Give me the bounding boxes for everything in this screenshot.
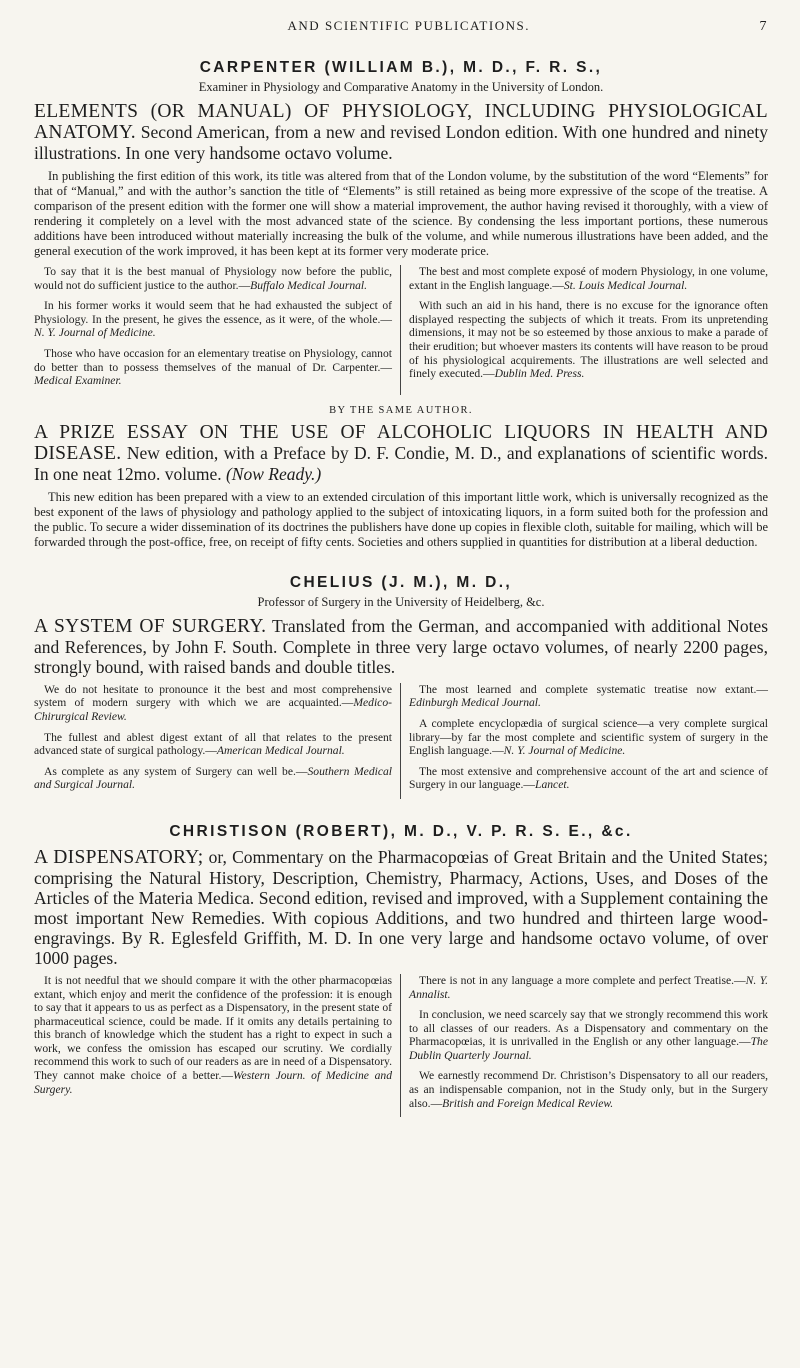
review-source: Edinburgh Medical Journal. — [409, 696, 541, 710]
review-quote — [34, 765, 392, 792]
book-title-main: ELEMENTS (OR MANUAL) OF PHYSIOLOGY, INCLUDING PHYSIOLOGICAL ANATOMY. — [34, 101, 768, 143]
book-title-details: or, Commentary on the Pharmacopœias of Great Britain and the United States; comprising the Natural History, Description, Chemistry, Pharmacy, Actions, Uses, and Doses of the Articles of the Materia Medica. Second edition, revised and improved, with a Supplement containing the most important New Remedies. With copious Additions, and two hundred and thirteen large wood-engravings. By R. Eglesfeld Griffith, M. D. In one very large and handsome octavo volume, of over 1000 pages. — [34, 846, 768, 968]
reviews-left-column — [34, 974, 401, 1117]
reviews-left-column — [34, 265, 401, 395]
review-source: Buffalo Medical Journal. — [250, 278, 368, 292]
review-text: We earnestly recommend Dr. Christison’s Dispensatory to all our readers, as an indispensable companion, not in the Study only, but in the Surgery also.— — [409, 1069, 768, 1110]
running-title: AND SCIENTIFIC PUBLICATIONS. — [287, 18, 530, 33]
book-description: In publishing the first edition of this work, its title was altered from that of the London volume, by the substitution of the word “Elements” for that of “Manual,” and with the author’s sanction the title of “Elements” is still retained as being more expressive of the scope of the treatise. A comparison of the present edition with the former one will show a material improvement, the author having revised it thoroughly, with a view of rendering it completely on a level with the most advanced state of the science. By condensing the less important portions, these numerous additions have been introduced without materially increasing the bulk of the volume, and while numerous illustrations have been added, and the general execution of the work improved, it has been kept at its former very moderate price. — [34, 169, 768, 258]
reviews-right-column — [401, 265, 768, 395]
review-quote — [409, 683, 768, 710]
review-quote — [409, 974, 768, 1001]
review-quote — [409, 299, 768, 381]
book-title — [34, 422, 768, 484]
review-quote — [34, 731, 392, 758]
review-source: N. Y. Journal of Medicine. — [503, 744, 626, 758]
review-quote — [34, 974, 392, 1096]
page-number: 7 — [759, 19, 768, 34]
review-quote — [34, 683, 392, 724]
reviews — [34, 683, 768, 799]
entry-chelius — [34, 574, 768, 799]
review-text: In his former works it would seem that he had exhausted the subject of Physiology. In the present, he gives the essence, as it were, of the whole.— — [34, 299, 392, 326]
book-title-main: A PRIZE ESSAY ON THE USE OF ALCOHOLIC LIQUORS IN HEALTH AND DISEASE. — [34, 421, 768, 464]
book-title-details: Translated from the German, and accompanied with additional Notes and References, by John F. South. Complete in three very large octavo volumes, of nearly 2200 pages, strongly bound, with raised bands and double titles. — [34, 615, 769, 677]
reviews-right-column — [401, 974, 768, 1117]
book-title — [34, 847, 768, 968]
review-quote — [34, 299, 392, 340]
reviews-right-column — [401, 683, 768, 799]
author-heading: CHRISTISON (ROBERT), M. D., V. P. R. S. E., &c. — [169, 822, 633, 840]
review-source: Southern Medical and Surgical Journal. — [34, 764, 393, 792]
review-source: St. Louis Medical Journal. — [563, 278, 688, 292]
author-affiliation: Professor of Surgery in the University of Heidelberg, &c. — [257, 594, 545, 609]
author-affiliation: Examiner in Physiology and Comparative Anatomy in the University of London. — [198, 80, 604, 94]
reviews-left-column — [34, 683, 401, 799]
availability-note: (Now Ready.) — [225, 463, 322, 484]
book-title — [34, 101, 768, 163]
review-text: To say that it is the best manual of Physiology now before the public, would not do sufficient justice to the author.— — [34, 265, 392, 292]
review-text: A complete encyclopædia of surgical science—a very complete surgical library—by far the most complete and scientific system of surgery in the English language.— — [409, 716, 768, 758]
reviews — [34, 265, 768, 395]
review-text: The most learned and complete systematic treatise now extant.— — [419, 682, 768, 696]
review-quote — [34, 347, 392, 388]
review-quote — [409, 1008, 768, 1062]
author-heading: CHELIUS (J. M.), M. D., — [289, 573, 513, 591]
review-text: There is not in any language a more complete and perfect Treatise.— — [419, 973, 746, 987]
review-text: The best and most complete exposé of modern Physiology, in one volume, extant in the English language.— — [409, 265, 768, 292]
review-text: As complete as any system of Surgery can well be.— — [44, 764, 308, 778]
review-source: Lancet. — [535, 778, 570, 792]
book-title-details: New edition, with a Preface by D. F. Condie, M. D., and explanations of scientific words. In one neat 12mo. volume. — [34, 442, 768, 484]
review-source: Medical Examiner. — [34, 374, 122, 388]
review-quote — [409, 765, 768, 792]
review-text: We do not hesitate to pronounce it the best and most comprehensive system of modern surgery with which we are acquainted.— — [34, 682, 392, 710]
entry-christison — [34, 823, 768, 1117]
author-heading: CARPENTER (WILLIAM B.), M. D., F. R. S., — [199, 59, 603, 76]
review-text: The most extensive and comprehensive account of the art and science of Surgery in our language.— — [409, 764, 768, 792]
review-quote — [409, 717, 768, 758]
review-source: The Dublin Quarterly Journal. — [409, 1035, 768, 1062]
entry-prize-essay — [34, 405, 768, 550]
review-quote — [409, 265, 768, 292]
book-title-details: Second American, from a new and revised London edition. With one hundred and ninety illustrations. In one very handsome octavo volume. — [34, 122, 768, 163]
review-text: With such an aid in his hand, there is no excuse for the ignorance often displayed respecting the subjects of which it treats. From its unpretending dimensions, it may not be so esteemed by those anxious to make a parade of their erudition; but whoever masters its contents will have reason to be proud of his physiological acquirements. The illustrations are well selected and finely executed.— — [409, 299, 768, 381]
review-text: Those who have occasion for an elementary treatise on Physiology, cannot do better than to possess themselves of the manual of Dr. Carpenter.— — [34, 346, 392, 374]
review-source: American Medical Journal. — [216, 744, 345, 758]
book-title — [34, 616, 768, 677]
reviews — [34, 974, 768, 1117]
running-head — [34, 18, 768, 35]
book-title-main: A DISPENSATORY; — [34, 846, 204, 868]
book-description: This new edition has been prepared with a view to an extended circulation of this important little work, which is universally recognized as the best exponent of the laws of physiology and pathology applied to the subject of intoxicating liquors, in a form suited both for the profession and the public. To secure a wider dissemination of its doctrines the publishers have done up copies in flexible cloth, suitable for mailing, which will be forwarded through the post-office, free, on receipt of fifty cents. Societies and others supplied in quantities for distribution at a liberal deduction. — [34, 489, 768, 549]
review-source: Medico-Chirurgical Review. — [34, 696, 392, 723]
review-source: British and Foreign Medical Review. — [442, 1096, 614, 1110]
review-source: N. Y. Journal of Medicine. — [34, 326, 156, 340]
review-text: The fullest and ablest digest extant of all that relates to the present advanced state of surgical pathology.— — [34, 730, 392, 758]
review-source: N. Y. Annalist. — [409, 973, 768, 1001]
review-source: Dublin Med. Press. — [494, 367, 585, 381]
review-quote — [34, 265, 392, 292]
book-title-main: A SYSTEM OF SURGERY. — [34, 615, 267, 637]
entry-carpenter — [34, 59, 768, 395]
review-text: In conclusion, we need scarcely say that we strongly recommend this work to all classes of our readers. As a Dispensatory and commentary on the Pharmacopœias, it is unrivalled in the English or any other language.— — [409, 1008, 768, 1049]
by-same-author-label: BY THE SAME AUTHOR. — [329, 404, 473, 416]
review-text: It is not needful that we should compare it with the other pharmacopœias extant, which enjoy and merit the confidence of the profession: it is enough to say that it appears to us as perfect as a Dispensatory, in the present state of pharmaceutical science, could be made. If it omits any details pertaining to this branch of knowledge which the student has a right to expect in such a work, we confess the omission has escaped our scrutiny. We cordially recommend this work to such of our readers as are in need of a Dispensatory. They cannot make choice of a better.— — [34, 973, 392, 1083]
review-quote — [409, 1069, 768, 1110]
review-source: Western Journ. of Medicine and Surgery. — [34, 1069, 392, 1096]
